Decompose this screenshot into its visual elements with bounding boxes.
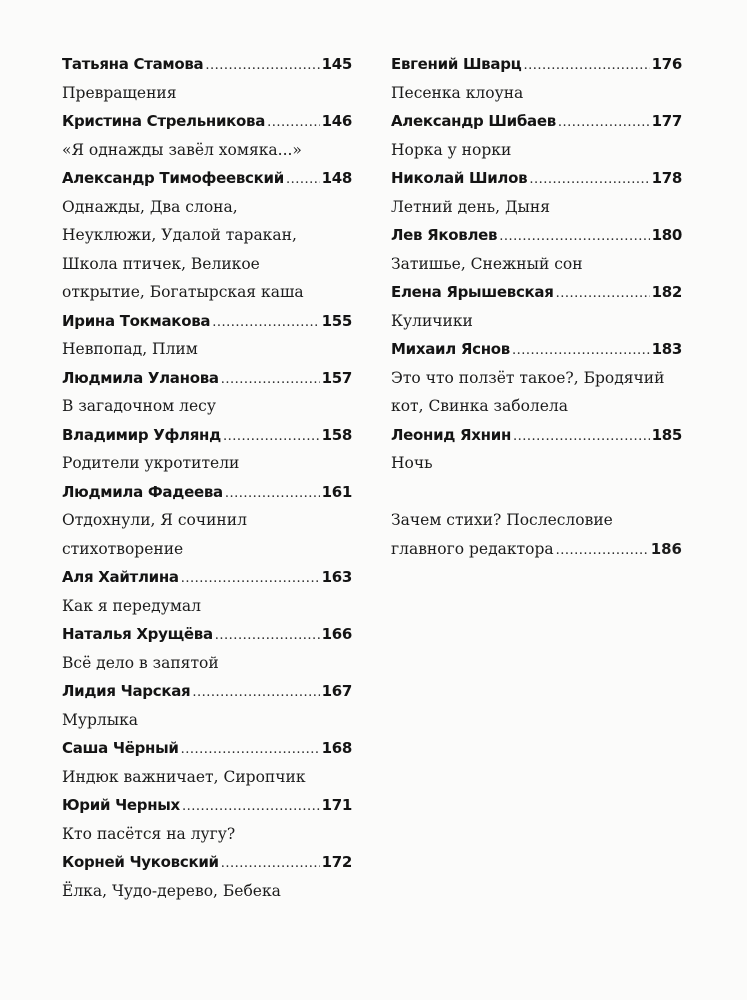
toc-author-line <box>62 364 352 393</box>
toc-author-line <box>391 107 682 136</box>
toc-entry[interactable] <box>391 107 682 164</box>
page-number: 155 <box>321 311 352 330</box>
afterword-page-number: 186 <box>650 539 682 558</box>
page-number: 166 <box>321 625 352 643</box>
toc-entry[interactable] <box>62 734 352 791</box>
poem-titles-line: Школа птичек, Великое <box>62 254 260 273</box>
poem-titles-line: Индюк важничает, Сиропчик <box>62 767 306 786</box>
poem-titles-line: В загадочном лесу <box>62 397 216 415</box>
author-name: Ирина Токмакова <box>62 311 211 330</box>
toc-entry[interactable] <box>62 791 352 848</box>
dot-leader <box>225 480 320 509</box>
toc-author-line <box>62 164 352 193</box>
toc-author-line <box>62 107 352 136</box>
dot-leader <box>182 793 320 822</box>
dot-leader <box>181 736 320 765</box>
poem-titles-line: Невпопад, Плим <box>62 340 198 358</box>
afterword-title-line-1: Зачем стихи? Послесловие <box>391 511 613 529</box>
toc-left-column <box>62 50 352 905</box>
dot-leader <box>212 309 319 338</box>
toc-author-line <box>62 478 352 507</box>
poem-titles-line: открытие, Богатырская каша <box>62 283 304 301</box>
dot-leader <box>512 337 650 366</box>
toc-entry[interactable] <box>62 164 352 307</box>
toc-author-line <box>391 50 682 79</box>
toc-author-line <box>62 563 352 592</box>
author-name: Саша Чёрный <box>62 739 179 757</box>
poem-titles-line: Норка у норки <box>391 140 512 159</box>
poem-titles-line: Ночь <box>391 454 433 472</box>
toc-author-line <box>62 848 352 877</box>
author-name: Александр Тимофеевский <box>62 169 284 187</box>
dot-leader <box>181 565 320 594</box>
poem-titles-line: Всё дело в запятой <box>62 653 219 672</box>
page-number: 148 <box>321 169 352 187</box>
dot-leader <box>205 52 319 81</box>
toc-entry[interactable] <box>62 620 352 677</box>
toc-entry[interactable] <box>62 50 352 107</box>
page-number: 146 <box>321 112 352 130</box>
toc-entry[interactable] <box>62 307 352 364</box>
afterword-spacer <box>391 478 682 507</box>
poem-titles-line: Это что ползёт такое?, Бродячий <box>391 368 665 387</box>
poem-titles-line: стихотворение <box>62 539 184 558</box>
toc-author-line <box>62 791 352 820</box>
toc-entry[interactable] <box>391 335 682 421</box>
author-name: Кристина Стрельникова <box>62 112 266 130</box>
toc-entry[interactable] <box>391 421 682 478</box>
page-number: 163 <box>321 568 352 586</box>
toc-entry[interactable] <box>391 221 682 278</box>
dot-leader <box>556 537 649 566</box>
toc-entry[interactable] <box>62 421 352 478</box>
author-name: Татьяна Стамова <box>62 55 204 73</box>
dot-leader <box>267 109 320 138</box>
poem-titles-line: Однажды, Два слона, <box>62 197 238 216</box>
poem-titles-line: Мурлыка <box>62 710 139 729</box>
author-name: Юрий Черных <box>62 796 180 814</box>
toc-entry[interactable] <box>391 50 682 107</box>
page-number: 180 <box>651 226 682 244</box>
page-number: 172 <box>321 853 352 871</box>
author-name: Елена Ярышевская <box>391 283 554 301</box>
dot-leader <box>499 223 649 252</box>
page-number: 158 <box>321 425 352 444</box>
toc-entry[interactable] <box>62 478 352 564</box>
page-number: 185 <box>651 425 682 444</box>
poem-titles-line: Неуклюжи, Удалой таракан, <box>62 226 297 244</box>
poem-titles-line: Как я передумал <box>62 596 201 615</box>
toc-author-line <box>62 734 352 763</box>
page-number: 182 <box>651 283 682 301</box>
toc-author-line <box>62 307 352 336</box>
dot-leader <box>523 52 649 81</box>
author-name: Людмила Уланова <box>62 368 219 387</box>
poem-titles-line: Куличики <box>391 311 473 330</box>
page-number: 171 <box>321 796 352 814</box>
dot-leader <box>221 850 320 879</box>
dot-leader <box>558 109 650 138</box>
page-number: 157 <box>321 368 352 387</box>
dot-leader <box>513 423 650 452</box>
poem-titles-line: кот, Свинка заболела <box>391 397 569 415</box>
author-name: Евгений Шварц <box>391 55 522 73</box>
poem-titles-line: Затишье, Снежный сон <box>391 254 583 273</box>
author-name: Владимир Уфлянд <box>62 425 221 444</box>
afterword-title-line-2: главного редактора <box>391 539 554 558</box>
page-number: 168 <box>321 739 352 757</box>
poem-titles-line: Песенка клоуна <box>391 83 524 102</box>
poem-titles-line: Отдохнули, Я сочинил <box>62 511 247 529</box>
page-number: 176 <box>651 55 682 73</box>
author-name: Лев Яковлев <box>391 226 498 244</box>
author-name: Леонид Яхнин <box>391 425 512 444</box>
afterword-entry[interactable] <box>391 506 682 565</box>
author-name: Николай Шилов <box>391 169 528 187</box>
dot-leader <box>215 622 320 651</box>
toc-author-line <box>391 335 682 364</box>
author-name: Людмила Фадеева <box>62 482 223 501</box>
dot-leader <box>221 366 320 395</box>
toc-author-line <box>62 677 352 706</box>
toc-author-line <box>391 221 682 250</box>
author-name: Корней Чуковский <box>62 853 219 871</box>
toc-entry[interactable] <box>62 677 352 734</box>
author-name: Лидия Чарская <box>62 682 191 700</box>
dot-leader <box>556 280 650 309</box>
toc-author-line <box>391 164 682 193</box>
author-name: Наталья Хрущёва <box>62 625 213 643</box>
poem-titles-line: Кто пасётся на лугу? <box>62 824 236 843</box>
page-number: 145 <box>321 55 352 73</box>
dot-leader <box>286 166 320 195</box>
poem-titles-line: Превращения <box>62 83 177 102</box>
toc-author-line <box>62 421 352 450</box>
toc-entry[interactable] <box>391 164 682 221</box>
poem-titles-line: «Я однажды завёл хомяка...» <box>62 140 302 159</box>
poem-titles-line: Летний день, Дыня <box>391 197 550 216</box>
toc-entry[interactable] <box>62 364 352 421</box>
page-number: 178 <box>651 169 682 187</box>
dot-leader <box>192 679 319 708</box>
page-number: 177 <box>651 112 682 130</box>
dot-leader <box>223 423 320 452</box>
author-name: Михаил Яснов <box>391 340 510 358</box>
page-number: 167 <box>321 682 352 700</box>
dot-leader <box>529 166 649 195</box>
author-name: Александр Шибаев <box>391 112 556 130</box>
page-number: 161 <box>321 482 352 501</box>
toc-entry[interactable] <box>62 107 352 164</box>
toc-author-line <box>391 278 682 307</box>
poem-titles-line: Ёлка, Чудо-дерево, Бебека <box>62 881 281 900</box>
page-number: 183 <box>651 340 682 358</box>
poem-titles-line: Родители укротители <box>62 454 240 472</box>
toc-author-line <box>62 620 352 649</box>
toc-entry[interactable] <box>62 848 352 905</box>
toc-right-column <box>391 50 682 565</box>
toc-author-line <box>62 50 352 79</box>
author-name: Аля Хайтлина <box>62 568 179 586</box>
toc-entry[interactable] <box>391 278 682 335</box>
toc-author-line <box>391 421 682 450</box>
toc-entry[interactable] <box>62 563 352 620</box>
